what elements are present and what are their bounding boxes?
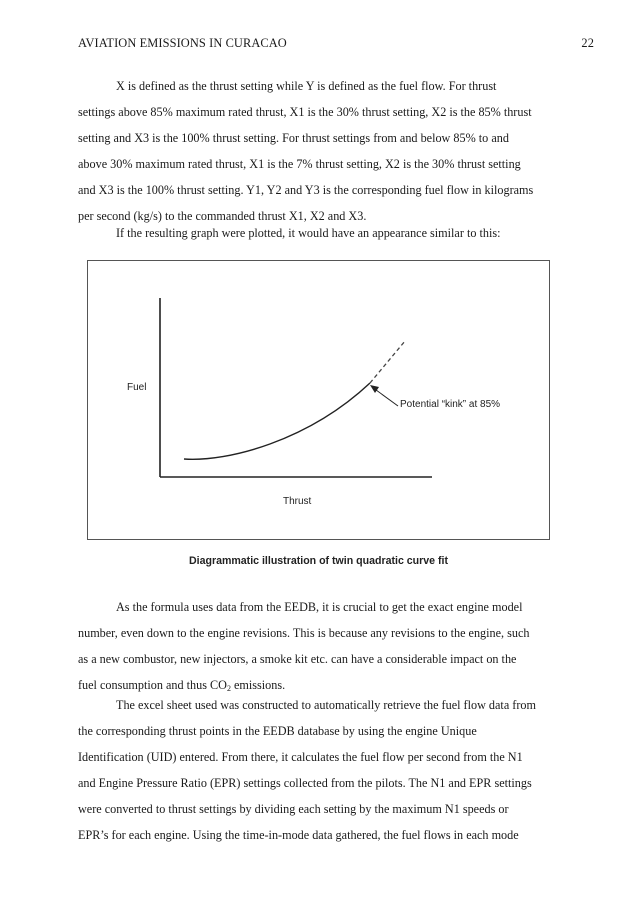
paragraph-thrust-definition — [78, 73, 564, 229]
text-line: and Engine Pressure Ratio (EPR) settings collected from the pilots. The N1 and EPR settings — [78, 776, 532, 790]
diagram-figure — [87, 260, 550, 540]
text-line: above 30% maximum rated thrust, X1 is the 7% thrust setting, X2 is the 30% thrust setting — [78, 157, 521, 171]
x-axis-label: Thrust — [283, 496, 312, 507]
text-line: settings above 85% maximum rated thrust, X1 is the 30% thrust setting, X2 is the 85% thrust — [78, 105, 532, 119]
text-fragment: emissions. — [230, 678, 286, 692]
y-axis-label: Fuel — [127, 382, 147, 393]
subscript: 2 — [226, 684, 231, 693]
text-line: Identification (UID) entered. From there, it calculates the fuel flow per second from the N1 — [78, 750, 523, 764]
text-line: were converted to thrust settings by dividing each setting by the maximum N1 speeds or — [78, 802, 509, 816]
text-line: EPR’s for each engine. Using the time-in-mode data gathered, the fuel flows in each mode — [78, 828, 519, 842]
text-line: the corresponding thrust points in the EEDB database by using the engine Unique — [78, 724, 477, 738]
annotation-arrowhead — [370, 385, 379, 393]
text-line: and X3 is the 100% thrust setting. Y1, Y2 and Y3 is the corresponding fuel flow in kilograms — [78, 183, 534, 197]
paragraph-excel-sheet — [78, 692, 564, 848]
fitted-curve — [184, 383, 370, 459]
page-header — [78, 36, 594, 54]
text-line: per second (kg/s) to the commanded thrust X1, X2 and X3. — [78, 209, 367, 223]
paragraph-engine-model — [78, 594, 564, 702]
text-line: number, even down to the engine revisions. This is because any revisions to the engine, such — [78, 626, 530, 640]
kink-annotation: Potential “kink” at 85% — [400, 399, 501, 410]
text-line: As the formula uses data from the EEDB, it is crucial to get the exact engine model — [116, 600, 523, 614]
text-fragment: fuel consumption and thus CO — [78, 678, 227, 692]
page-number: 22 — [581, 36, 594, 50]
running-title: AVIATION EMISSIONS IN CURACAO — [78, 36, 287, 50]
extrapolated-curve-dashed — [370, 341, 405, 383]
text-line: setting and X3 is the 100% thrust setting. For thrust settings from and below 85% to and — [78, 131, 509, 145]
paragraph-graph-intro — [78, 220, 564, 246]
text-line: X is defined as the thrust setting while Y is defined as the fuel flow. For thrust — [116, 79, 497, 93]
text-line: If the resulting graph were plotted, it would have an appearance similar to this: — [116, 226, 501, 240]
text-line: The excel sheet used was constructed to automatically retrieve the fuel flow data from — [116, 698, 536, 712]
figure-caption: Diagrammatic illustration of twin quadratic curve fit — [188, 555, 448, 567]
text-line: as a new combustor, new injectors, a smoke kit etc. can have a considerable impact on the — [78, 652, 517, 666]
